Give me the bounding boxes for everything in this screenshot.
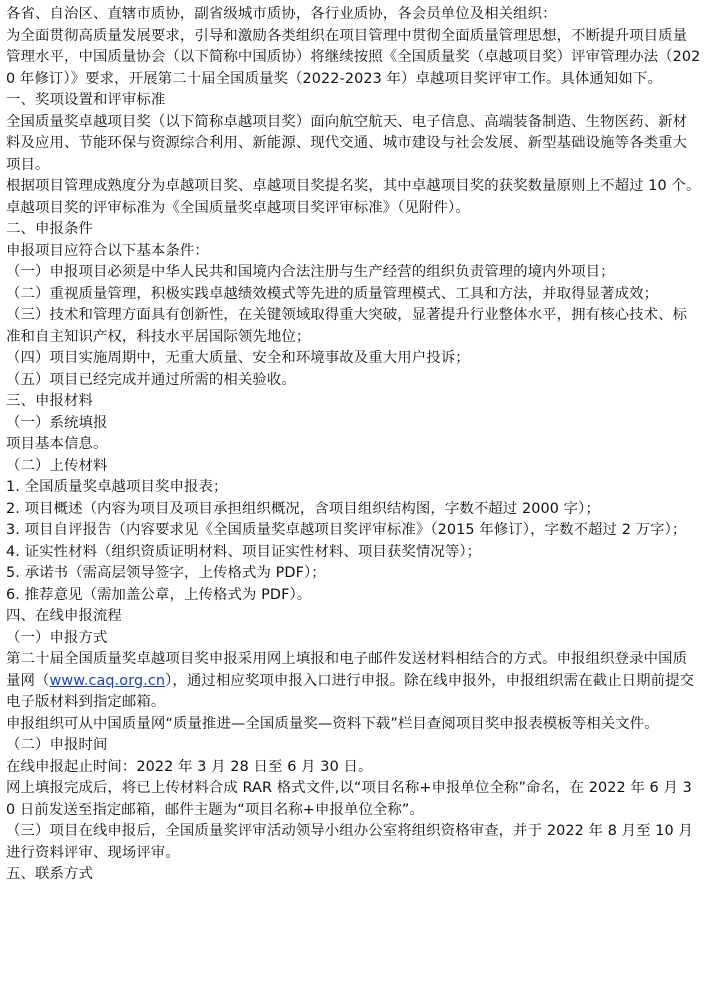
paragraph: （四）项目实施周期中，无重大质量、安全和环境事故及重大用户投诉； xyxy=(6,350,470,366)
document-paragraphs xyxy=(6,4,701,649)
paragraph: 在线申报起止时间：2022 年 3 月 28 日至 6 月 30 日。 xyxy=(6,758,373,775)
paragraph: （二）上传材料 xyxy=(6,457,108,474)
paragraph: 全国质量奖卓越项目奖（以下简称卓越项目奖）面向航空航天、电子信息、高端装备制造、生物医药、新材料及应用、节能环保与资源综合利用、新能源、现代交通、城市建设与社会发展、新型基础设施等各类重大项目。 xyxy=(6,113,688,173)
paragraph: 卓越项目奖的评审标准为《全国质量奖卓越项目奖评审标准》（见附件）。 xyxy=(6,199,470,216)
paragraph: 1. 全国质量奖卓越项目奖申报表； xyxy=(6,479,228,495)
paragraph: （一）申报项目必须是中华人民共和国境内合法注册与生产经营的组织负责管理的境内外项目； xyxy=(6,264,615,280)
paragraph: 6. 推荐意见（需加盖公章，上传格式为 PDF）。 xyxy=(6,586,312,603)
paragraph: 四、在线申报流程 xyxy=(6,608,122,624)
paragraph: 项目基本信息。 xyxy=(6,436,108,452)
paragraph: 三、申报材料 xyxy=(6,393,93,409)
paragraph: 4. 证实性材料（组织资质证明材料、项目证实性材料、项目获奖情况等）； xyxy=(6,543,482,560)
submission-text-before-link: 第二十届全国质量奖卓越项目奖申报采用网上填报和电子邮件发送材料相结合的方式。申报组织登录中国质量网（ xyxy=(6,651,688,689)
paragraph: 2. 项目概述（内容为项目及项目承担组织概况，含项目组织结构图，字数不超过 2000 字）； xyxy=(6,500,600,517)
submission-text-after-link: ），通过相应奖项申报入口进行申报。除在线申报外，申报组织需在截止日期前提交电子版材料到指定邮箱。 xyxy=(6,672,695,710)
paragraph: 为全面贯彻高质量发展要求，引导和激励各类组织在项目管理中贯彻全面质量管理思想，不断提升项目质量管理水平，中国质量协会（以下简称中国质协）将继续按照《全国质量奖（卓越项目奖）评审管理办法（2020 年修订）》要求，开展第二十届全国质量奖（2022-2023 年）卓越项目奖评审工作。具体通知如下。 xyxy=(6,27,701,87)
paragraph: 申报组织可从中国质量网“质量推进—全国质量奖—资料下载”栏目查阅项目奖申报表模板等相关文件。 xyxy=(6,715,659,732)
paragraph: （二）申报时间 xyxy=(6,737,108,753)
paragraph: 网上填报完成后，将已上传材料合成 RAR 格式文件,以“项目名称+申报单位全称”命名，在 2022 年 6 月 30 日前发送至指定邮箱，邮件主题为“项目名称+申报单位全称”。 xyxy=(6,780,692,818)
paragraph: 5. 承诺书（需高层领导签字，上传格式为 PDF）； xyxy=(6,565,326,581)
paragraph: 一、奖项设置和评审标准 xyxy=(6,92,166,108)
paragraph: 二、申报条件 xyxy=(6,221,93,237)
paragraph: （一）系统填报 xyxy=(6,414,108,431)
submission-method-paragraph xyxy=(6,649,701,714)
paragraph: 申报项目应符合以下基本条件： xyxy=(6,242,209,259)
paragraph: （三）项目在线申报后，全国质量奖评审活动领导小组办公室将组织资格审查，并于 2022 年 8 月至 10 月进行资料评审、现场评审。 xyxy=(6,823,693,861)
paragraph: （五）项目已经完成并通过所需的相关验收。 xyxy=(6,371,296,388)
paragraph: （二）重视质量管理，积极实践卓越绩效模式等先进的质量管理模式、工具和方法，并取得显著成效； xyxy=(6,285,659,302)
paragraph: 各省、自治区、直辖市质协，副省级城市质协，各行业质协，各会员单位及相关组织： xyxy=(6,6,557,22)
paragraph: （一）申报方式 xyxy=(6,629,108,646)
paragraph: （三）技术和管理方面具有创新性，在关键领域取得重大突破，显著提升行业整体水平，拥有核心技术、标准和自主知识产权，科技水平居国际领先地位； xyxy=(6,307,688,345)
paragraph: 3. 项目自评报告（内容要求见《全国质量奖卓越项目奖评审标准》（2015 年修订），字数不超过 2 万字）； xyxy=(6,522,687,538)
paragraph: 根据项目管理成熟度分为卓越项目奖、卓越项目奖提名奖，其中卓越项目奖的获奖数量原则上不超过 10 个。 xyxy=(6,178,701,194)
caq-website-link[interactable]: www.caq.org.cn xyxy=(49,672,166,689)
paragraph: 五、联系方式 xyxy=(6,866,93,882)
document-paragraphs-tail xyxy=(6,714,701,886)
